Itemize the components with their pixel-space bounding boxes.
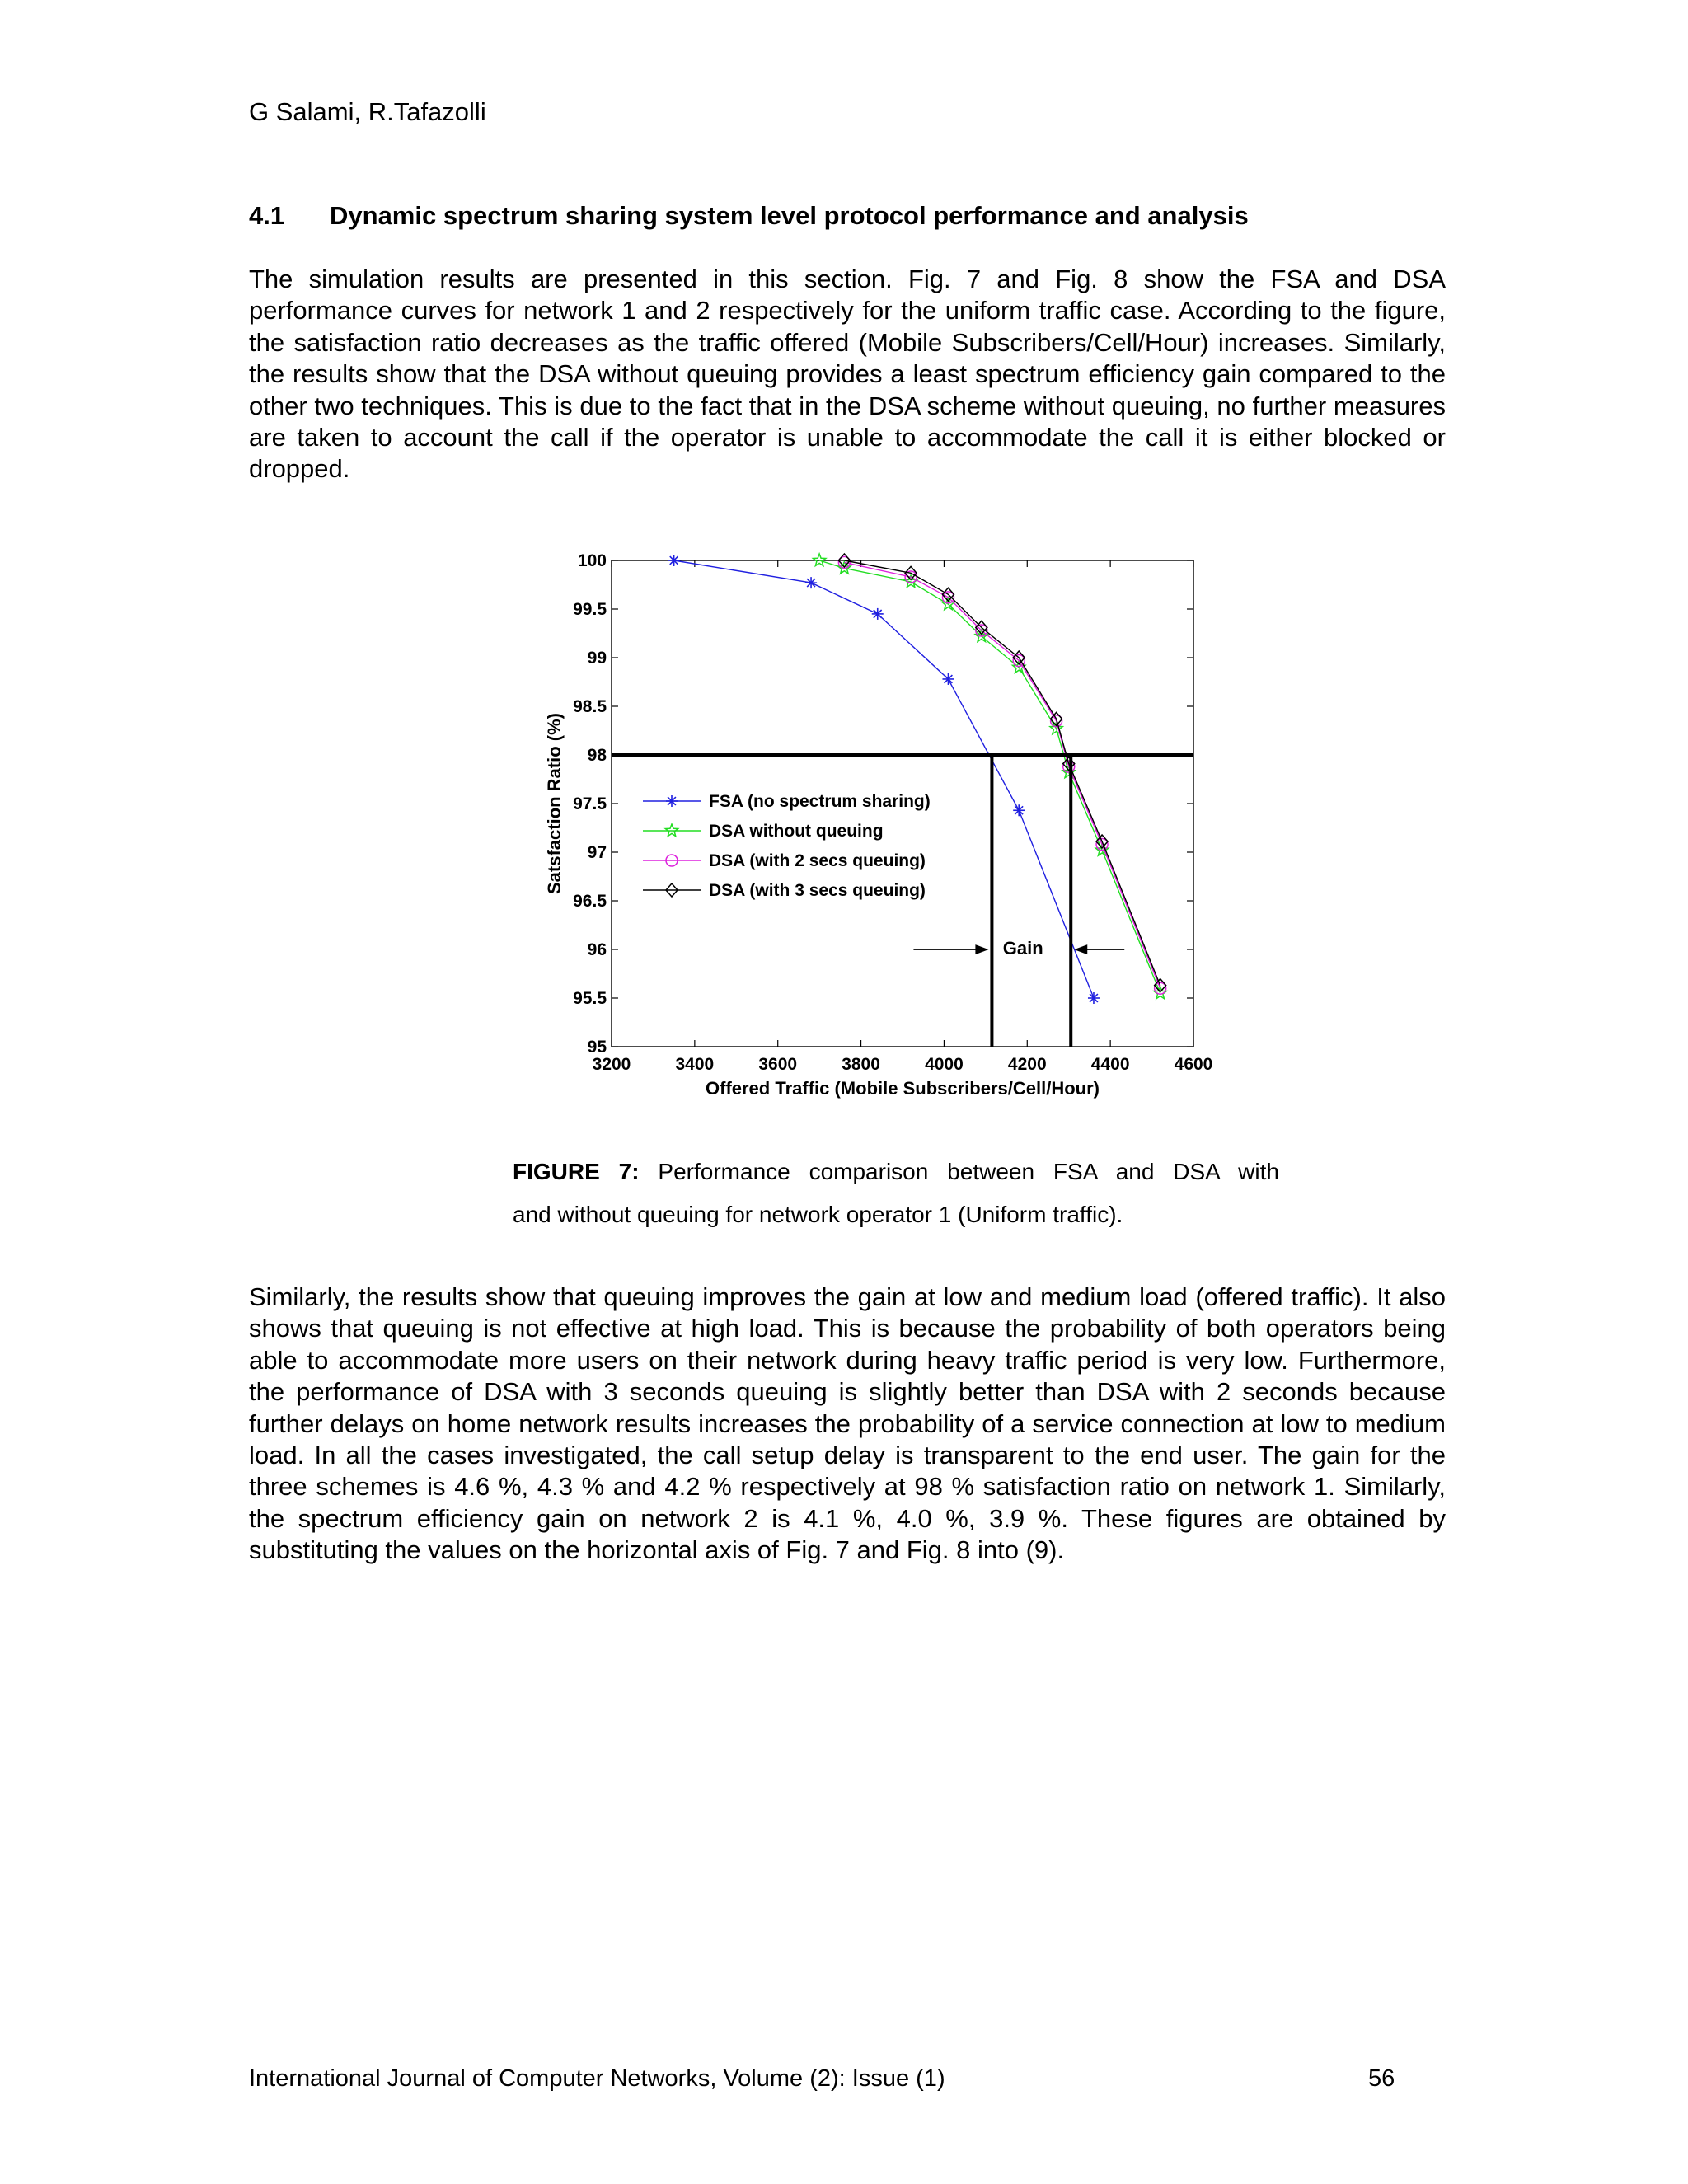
footer-page-number: 56 — [1368, 2065, 1395, 2092]
y-tick-label: 95.5 — [573, 989, 607, 1008]
x-tick-label: 3400 — [675, 1055, 715, 1074]
x-tick-label: 4400 — [1090, 1055, 1130, 1074]
y-tick-label: 98.5 — [573, 697, 607, 716]
x-tick-label: 3200 — [592, 1055, 631, 1074]
caption-text-1: Performance comparison between FSA and DSA with — [658, 1159, 1279, 1184]
y-tick-label: 97 — [587, 843, 607, 862]
caption-line-2: and without queuing for network operator 1 (Uniform traffic). — [513, 1202, 1123, 1227]
figure-7 — [511, 527, 1253, 1121]
y-tick-label: 96.5 — [573, 892, 607, 911]
y-tick-label: 98 — [587, 746, 607, 765]
performance-chart — [511, 527, 1253, 1121]
legend-label: DSA (with 2 secs queuing) — [709, 851, 926, 870]
section-number: 4.1 — [249, 201, 285, 230]
gain-label: Gain — [1002, 938, 1043, 959]
x-tick-label: 3600 — [758, 1055, 798, 1074]
caption-label: FIGURE 7: — [513, 1159, 640, 1184]
section-title: Dynamic spectrum sharing system level protocol performance and analysis — [330, 201, 1249, 230]
x-tick-label: 3800 — [842, 1055, 880, 1074]
y-tick-label: 96 — [587, 940, 607, 959]
footer-journal: International Journal of Computer Networks, Volume (2): Issue (1) — [249, 2065, 945, 2092]
x-tick-label: 4200 — [1007, 1055, 1047, 1074]
legend-label: DSA without queuing — [709, 822, 884, 841]
y-tick-label: 99 — [587, 649, 607, 668]
legend-label: FSA (no spectrum sharing) — [709, 792, 931, 811]
page-header-authors: G Salami, R.Tafazolli — [249, 97, 486, 126]
body-paragraph-2: Similarly, the results show that queuing improves the gain at low and medium load (offered traffic). It also shows that queuing is not effective at high load. This is because the probability of both operators being able to accommodate more users on their network during heavy traffic period is very low. Furthermore, the performance of DSA with 3 seconds queuing is slightly better than DSA with 2 seconds because further delays on home network results increases the probability of a service connection at low to medium load. In all the cases investigated, the call setup delay is transparent to the end user. The gain for the three schemes is 4.6 %, 4.3 % and 4.2 % respectively at 98 % satisfaction ratio on network 1. Similarly, the spectrum efficiency gain on network 2 is 4.1 %, 4.0 %, 3.9 %. These figures are obtained by substituting the values on the horizontal axis of Fig. 7 and Fig. 8 into (9). — [249, 1282, 1446, 1565]
x-axis-label: Offered Traffic (Mobile Subscribers/Cell/Hour) — [706, 1078, 1100, 1099]
body-paragraph-1: The simulation results are presented in this section. Fig. 7 and Fig. 8 show the FSA and DSA performance curves for network 1 and 2 respectively for the uniform traffic case. According to the figure, the satisfaction ratio decreases as the traffic offered (Mobile Subscribers/Cell/Hour) increases. Similarly, the results show that the DSA without queuing provides a least spectrum efficiency gain compared to the other two techniques. This is due to the fact that in the DSA scheme without queuing, no further measures are taken to account the call if the operator is unable to accommodate the call it is either blocked or dropped. — [249, 265, 1446, 484]
y-tick-label: 95 — [587, 1038, 607, 1057]
y-tick-label: 99.5 — [573, 600, 607, 619]
x-tick-label: 4000 — [925, 1055, 964, 1074]
y-tick-label: 97.5 — [573, 794, 607, 813]
figure-caption — [513, 1151, 1279, 1236]
y-tick-label: 100 — [577, 551, 607, 570]
caption-line-1 — [513, 1151, 1279, 1193]
y-axis-label: Satsfaction Ratio (%) — [544, 712, 565, 895]
section-heading — [249, 201, 1249, 231]
legend-label: DSA (with 3 secs queuing) — [709, 881, 926, 900]
x-tick-label: 4600 — [1174, 1055, 1213, 1074]
